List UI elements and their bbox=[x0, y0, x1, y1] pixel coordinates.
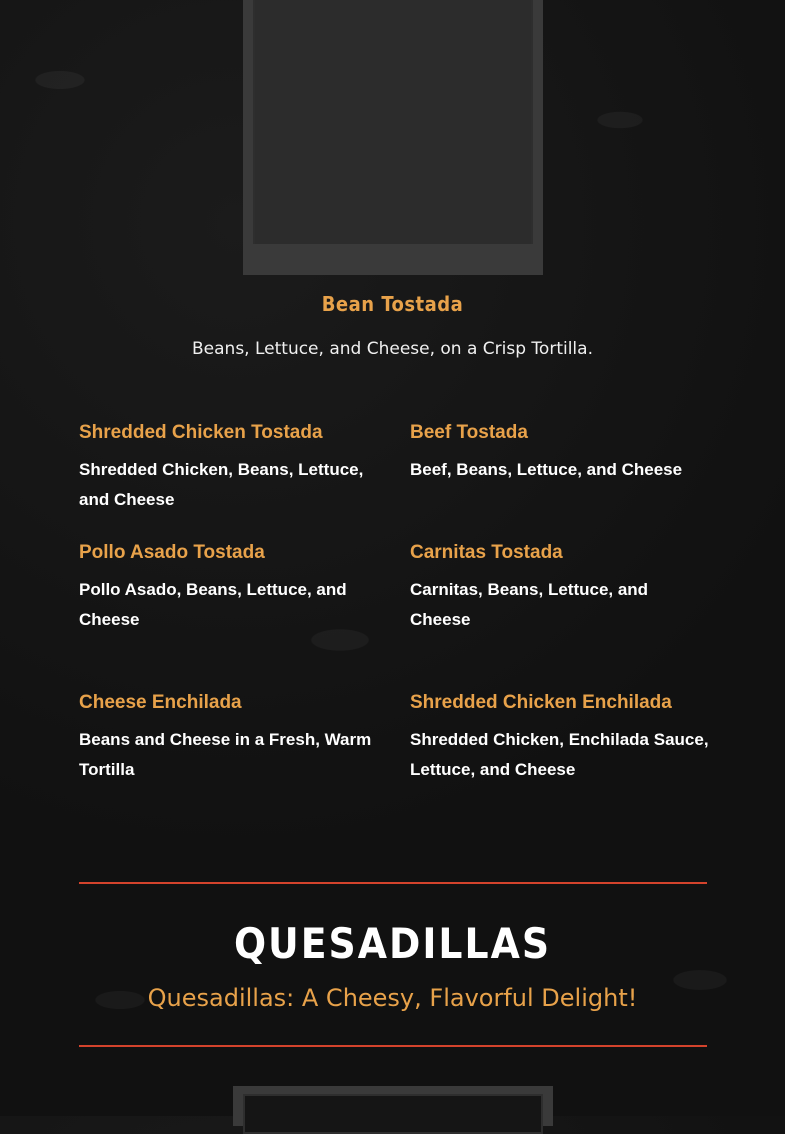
menu-item bbox=[410, 421, 710, 485]
section-divider-bottom bbox=[79, 1045, 707, 1047]
menu-item-name: Cheese Enchilada bbox=[79, 692, 242, 713]
menu-item-description: Beans and Cheese in a Fresh, Warm Tortilla bbox=[79, 730, 372, 779]
menu-item-description: Pollo Asado, Beans, Lettuce, and Cheese bbox=[79, 580, 347, 629]
featured-image-placeholder bbox=[253, 0, 533, 258]
next-image-placeholder bbox=[243, 1094, 543, 1134]
menu-item-name: Carnitas Tostada bbox=[410, 542, 563, 563]
menu-item-name: Shredded Chicken Enchilada bbox=[410, 692, 672, 713]
menu-item-description: Carnitas, Beans, Lettuce, and Cheese bbox=[410, 580, 649, 629]
featured-item-description: Beans, Lettuce, and Cheese, on a Crisp Tortilla. bbox=[192, 339, 593, 359]
featured-image-frame bbox=[243, 0, 543, 275]
menu-item-name: Beef Tostada bbox=[410, 422, 528, 443]
menu-item-name: Shredded Chicken Tostada bbox=[79, 422, 323, 443]
menu-item bbox=[410, 691, 710, 785]
menu-item bbox=[79, 421, 379, 515]
next-image-frame bbox=[233, 1086, 553, 1126]
menu-item bbox=[79, 541, 379, 635]
menu-item bbox=[79, 691, 379, 785]
section-title: QUESADILLAS bbox=[233, 919, 552, 968]
menu-item-description: Shredded Chicken, Beans, Lettuce, and Cheese bbox=[79, 460, 364, 509]
menu-item-description: Beef, Beans, Lettuce, and Cheese bbox=[410, 460, 683, 479]
featured-item-title: Bean Tostada bbox=[321, 292, 464, 316]
section-subtitle: Quesadillas: A Cheesy, Flavorful Delight! bbox=[147, 984, 638, 1012]
menu-item-description: Shredded Chicken, Enchilada Sauce, Lettuce, and Cheese bbox=[410, 730, 709, 779]
menu-item-name: Pollo Asado Tostada bbox=[79, 542, 265, 563]
menu-item bbox=[410, 541, 710, 635]
section-divider-top bbox=[79, 882, 707, 884]
